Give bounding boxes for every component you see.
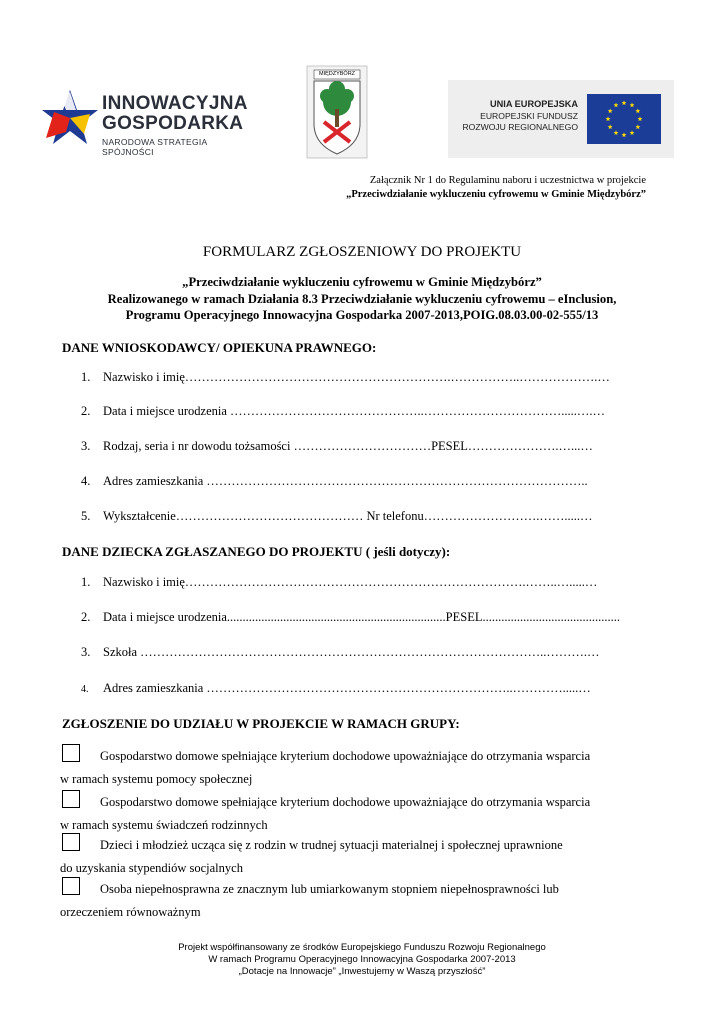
section-group-title: ZGŁOSZENIE DO UDZIAŁU W PROJEKCIE W RAMACH GRUPY: bbox=[62, 716, 460, 731]
child-field-school[interactable] bbox=[81, 645, 600, 660]
checkbox[interactable] bbox=[62, 790, 80, 808]
coat-label: MIĘDZYBÓRZ bbox=[318, 71, 356, 77]
group-option-disabled bbox=[60, 877, 648, 924]
footer bbox=[0, 942, 724, 978]
group-option-social-welfare bbox=[60, 744, 648, 791]
option-text-line1: Dzieci i młodzież ucząca się z rodzin w trudnej sytuacji materialnej i społecznej uprawnione bbox=[100, 838, 563, 852]
field-label: Wykształcenie……………………………………… Nr telefonu……………………….…….....… bbox=[103, 509, 593, 523]
option-text-line1: Gospodarstwo domowe spełniające kryterium dochodowe upoważniające do otrzymania wsparcia bbox=[100, 795, 591, 809]
applicant-field-education-phone[interactable] bbox=[81, 509, 592, 524]
option-text-line2: do uzyskania stypendiów socjalnych bbox=[60, 861, 243, 875]
eu-flag-icon bbox=[587, 94, 661, 144]
field-label: Rodzaj, seria i nr dowodu tożsamości ……………………………PESEL………………….…...… bbox=[103, 439, 593, 453]
field-number: 1. bbox=[81, 575, 91, 589]
field-label: Szkoła ……………………………………………………………………………………..……….… bbox=[103, 645, 600, 659]
option-text-line1: Osoba niepełnosprawna ze znacznym lub umiarkowanym stopniem niepełnosprawności lub bbox=[100, 882, 559, 896]
field-number: 5. bbox=[81, 509, 91, 523]
innowacyjna-gospodarka-logo bbox=[40, 84, 260, 157]
eu-line1: UNIA EUROPEJSKA bbox=[490, 99, 578, 109]
field-label: Nazwisko i imię……………………………………………………………………….……..….....… bbox=[103, 575, 598, 589]
ig-star-icon bbox=[40, 88, 100, 148]
applicant-field-id-document[interactable] bbox=[81, 439, 593, 454]
annex-line2: „Przeciwdziałanie wykluczeniu cyfrowemu w Gminie Międzybórz” bbox=[346, 189, 646, 200]
annex-note bbox=[226, 174, 646, 202]
subtitle-line1: „Przeciwdziałanie wykluczeniu cyfrowemu w Gminie Międzybórz” bbox=[182, 275, 542, 289]
section-child-title: DANE DZIECKA ZGŁASZANEGO DO PROJEKTU ( jeśli dotyczy): bbox=[62, 544, 451, 559]
field-label: Data i miejsce urodzenia ………………………………………..…………………………….....….… bbox=[103, 404, 606, 418]
child-field-name[interactable] bbox=[81, 575, 597, 590]
checkbox[interactable] bbox=[62, 877, 80, 895]
subtitle-line3: Programu Operacyjnego Innowacyjna Gospodarka 2007-2013,POIG.08.03.00-02-555/13 bbox=[125, 308, 599, 322]
field-label: Nazwisko i imię……………………………………………………….……………..……………….… bbox=[103, 370, 610, 384]
project-subtitle bbox=[40, 274, 684, 324]
field-label: Adres zamieszkania ……………………………………………………………………………….. bbox=[103, 474, 588, 488]
ig-line3: NARODOWA STRATEGIA SPÓJNOŚCI bbox=[102, 137, 208, 157]
child-field-birth-pesel[interactable] bbox=[81, 610, 620, 625]
option-text-line1: Gospodarstwo domowe spełniające kryterium dochodowe upoważniające do otrzymania wsparcia bbox=[100, 749, 591, 763]
page-title: FORMULARZ ZGŁOSZENIOWY DO PROJEKTU bbox=[202, 244, 522, 260]
field-number: 4. bbox=[81, 684, 89, 695]
field-number: 3. bbox=[81, 439, 91, 453]
checkbox[interactable] bbox=[62, 833, 80, 851]
child-field-address[interactable] bbox=[81, 681, 591, 696]
group-option-family-benefits bbox=[60, 790, 648, 837]
field-number: 4. bbox=[81, 474, 91, 488]
footer-line1: Projekt współfinansowany ze środków Europejskiego Funduszu Rozwoju Regionalnego bbox=[178, 942, 546, 953]
section-applicant-title: DANE WNIOSKODAWCY/ OPIEKUNA PRAWNEGO: bbox=[62, 340, 377, 355]
eu-line2: EUROPEJSKI FUNDUSZ bbox=[480, 110, 578, 121]
applicant-field-name[interactable] bbox=[81, 370, 610, 385]
checkbox[interactable] bbox=[62, 744, 80, 762]
field-number: 2. bbox=[81, 610, 91, 624]
coat-of-arms-icon bbox=[304, 64, 370, 160]
eu-logo-block bbox=[448, 80, 674, 158]
field-label: Data i miejsce urodzenia......................................................................PESEL............................................ bbox=[103, 610, 620, 624]
subtitle-line2: Realizowanego w ramach Działania 8.3 Przeciwdziałanie wykluczeniu cyfrowemu – eInclusion, bbox=[107, 291, 617, 306]
ig-line2: GOSPODARKA bbox=[102, 113, 244, 134]
applicant-field-birth[interactable] bbox=[81, 404, 605, 419]
footer-line2: W ramach Programu Operacyjnego Innowacyjna Gospodarka 2007-2013 bbox=[208, 954, 516, 965]
option-text-line2: orzeczeniem równoważnym bbox=[60, 905, 201, 919]
option-text-line2: w ramach systemu świadczeń rodzinnych bbox=[60, 818, 268, 832]
field-number: 1. bbox=[81, 370, 91, 384]
miedzyborz-coat-of-arms bbox=[304, 64, 370, 160]
footer-line3: „Dotacje na Innowacje” „Inwestujemy w Waszą przyszłość” bbox=[238, 966, 486, 977]
eu-line3: ROZWOJU REGIONALNEGO bbox=[462, 122, 578, 132]
annex-line1: Załącznik Nr 1 do Regulaminu naboru i uczestnictwa w projekcie bbox=[369, 175, 646, 186]
field-number: 3. bbox=[81, 645, 91, 659]
field-number: 2. bbox=[81, 404, 91, 418]
applicant-field-address[interactable] bbox=[81, 474, 588, 489]
field-label: Adres zamieszkania ………………………………………………………………..………….....… bbox=[103, 681, 591, 695]
group-option-students bbox=[60, 833, 648, 880]
ig-line1: INNOWACYJNA bbox=[102, 93, 248, 114]
option-text-line2: w ramach systemu pomocy społecznej bbox=[60, 772, 253, 786]
